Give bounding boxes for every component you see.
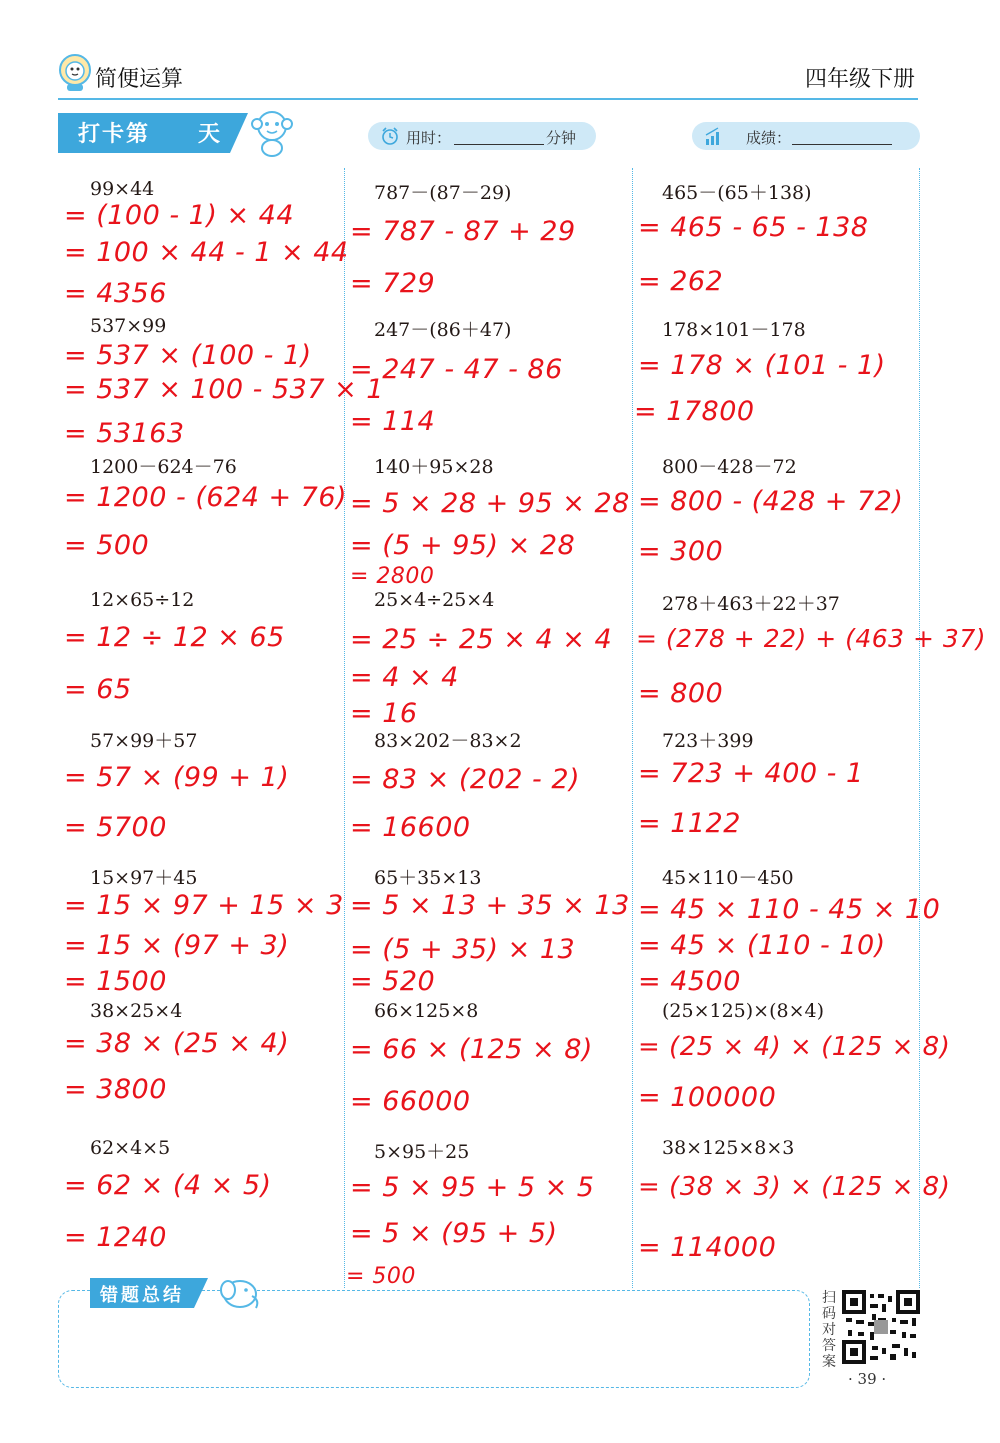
monkey-mascot-icon — [245, 106, 299, 158]
problem-text: (25×125)×(8×4) — [662, 1000, 825, 1022]
handwritten-answer: = 16 — [350, 698, 418, 729]
handwritten-step: = 723 + 400 - 1 — [638, 758, 864, 789]
handwritten-step: = 800 - (428 + 72) — [638, 486, 904, 517]
handwritten-answer: = 5700 — [64, 812, 167, 843]
handwritten-answer: = 1240 — [64, 1222, 167, 1253]
handwritten-step: = 537 × (100 - 1) — [64, 340, 312, 371]
handwritten-answer: = 4500 — [638, 966, 741, 997]
handwritten-answer: = 114000 — [638, 1232, 777, 1263]
handwritten-step: = 62 × (4 × 5) — [64, 1170, 272, 1201]
problem-text: 65＋35×13 — [374, 867, 482, 889]
problem-text: 62×4×5 — [90, 1137, 171, 1159]
column-divider — [344, 168, 345, 1288]
score-label: 成绩： — [746, 129, 792, 147]
page-title: 简便运算 — [95, 67, 184, 92]
handwritten-answer: = 53163 — [64, 418, 185, 449]
problem-text: 800－428－72 — [662, 456, 797, 478]
handwritten-answer: = 800 — [638, 678, 724, 709]
handwritten-answer: = 114 — [350, 406, 436, 437]
page-number: · 39 · — [848, 1370, 887, 1388]
handwritten-answer: = 1500 — [64, 966, 167, 997]
handwritten-answer: = 500 — [64, 530, 150, 561]
checkin-day-label: 天 — [198, 122, 221, 147]
handwritten-answer: = 262 — [638, 266, 724, 297]
handwritten-step: = (278 + 22) + (463 + 37) — [636, 624, 986, 653]
handwritten-step: = (25 × 4) × (125 × 8) — [638, 1032, 951, 1062]
score-blank — [792, 144, 892, 145]
handwritten-step: = 25 ÷ 25 × 4 × 4 — [350, 624, 613, 655]
checkin-label: 打卡第 — [78, 122, 151, 147]
handwritten-step: = 247 - 47 - 86 — [350, 354, 563, 385]
time-unit: 分钟 — [546, 129, 577, 147]
time-blank — [454, 144, 544, 145]
bar-chart-icon — [704, 126, 724, 146]
elephant-icon — [214, 1272, 262, 1312]
qr-caption: 扫码对答案 — [822, 1290, 836, 1370]
problem-text: 66×125×8 — [374, 1000, 479, 1022]
problem-text: 38×125×8×3 — [662, 1137, 795, 1159]
handwritten-step: = 4 × 4 — [350, 662, 459, 693]
handwritten-step: = 15 × (97 + 3) — [64, 930, 290, 961]
handwritten-step: = 5 × 95 + 5 × 5 — [350, 1172, 595, 1203]
handwritten-answer: = 16600 — [350, 812, 471, 843]
handwritten-answer: = 500 — [346, 1264, 416, 1289]
problem-text: 723＋399 — [662, 730, 754, 752]
handwritten-answer: = 729 — [350, 268, 436, 299]
handwritten-step: = 537 × 100 - 537 × 1 — [64, 374, 384, 405]
handwritten-step: = 45 × (110 - 10) — [638, 930, 886, 961]
handwritten-answer: = 300 — [638, 536, 724, 567]
handwritten-step: = 57 × (99 + 1) — [64, 762, 290, 793]
handwritten-step: = 45 × 110 - 45 × 10 — [638, 894, 941, 925]
problem-text: 5×95＋25 — [374, 1141, 470, 1163]
handwritten-step: = 465 - 65 - 138 — [638, 212, 869, 243]
qr-code-icon[interactable] — [842, 1290, 920, 1364]
problem-text: 83×202－83×2 — [374, 730, 522, 752]
handwritten-answer: = 2800 — [350, 564, 435, 589]
problem-text: 278＋463＋22＋37 — [662, 593, 840, 615]
handwritten-answer: = 66000 — [350, 1086, 471, 1117]
problem-text: 25×4÷25×4 — [374, 589, 495, 611]
handwritten-step: = 178 × (101 - 1) — [638, 350, 886, 381]
problem-text: 38×25×4 — [90, 1000, 183, 1022]
problem-text: 537×99 — [90, 315, 167, 337]
column-divider — [632, 168, 633, 1288]
problem-text: 140＋95×28 — [374, 456, 494, 478]
grade-label: 四年级下册 — [804, 67, 915, 92]
column-divider — [919, 168, 920, 1288]
handwritten-step: = (38 × 3) × (125 × 8) — [638, 1172, 951, 1202]
problem-text: 465－(65＋138) — [662, 182, 812, 204]
time-field[interactable] — [368, 122, 596, 150]
handwritten-step: = 5 × 28 + 95 × 28 — [350, 488, 630, 519]
header-divider — [58, 98, 918, 100]
handwritten-step: = 100 × 44 - 1 × 44 — [64, 237, 349, 268]
handwritten-step: = 12 ÷ 12 × 65 — [64, 622, 285, 653]
problem-text: 57×99＋57 — [90, 730, 198, 752]
handwritten-step: = 787 - 87 + 29 — [350, 216, 576, 247]
handwritten-answer: = 520 — [350, 966, 436, 997]
problem-text: 45×110－450 — [662, 867, 794, 889]
problem-text: 99×44 — [90, 178, 155, 200]
handwritten-answer: = 100000 — [638, 1082, 777, 1113]
handwritten-answer: = 3800 — [64, 1074, 167, 1105]
problem-text: 787－(87－29) — [374, 182, 512, 204]
handwritten-step: = (100 - 1) × 44 — [64, 200, 295, 231]
handwritten-step: = 5 × 13 + 35 × 13 — [350, 890, 630, 921]
problem-text: 15×97＋45 — [90, 867, 198, 889]
problem-text: 1200－624－76 — [90, 456, 237, 478]
time-label: 用时： — [406, 129, 452, 147]
error-summary-label: 错题总结 — [100, 1285, 184, 1306]
handwritten-step: = 5 × (95 + 5) — [350, 1218, 558, 1249]
handwritten-step: = 15 × 97 + 15 × 3 — [64, 890, 344, 921]
handwritten-step: = (5 + 35) × 13 — [350, 934, 576, 965]
handwritten-answer: = 1122 — [638, 808, 741, 839]
problem-text: 12×65÷12 — [90, 589, 195, 611]
handwritten-step: = 66 × (125 × 8) — [350, 1034, 593, 1065]
handwritten-answer: = 65 — [64, 674, 132, 705]
handwritten-step: = (5 + 95) × 28 — [350, 530, 576, 561]
problem-text: 247－(86＋47) — [374, 319, 512, 341]
score-field[interactable] — [692, 122, 920, 150]
alarm-clock-icon — [380, 126, 400, 146]
handwritten-step: = 83 × (202 - 2) — [350, 764, 581, 795]
handwritten-step: = 1200 - (624 + 76) — [64, 482, 348, 513]
handwritten-answer: = 17800 — [634, 396, 755, 427]
lion-logo-icon — [58, 54, 92, 92]
handwritten-answer: = 4356 — [64, 278, 167, 309]
handwritten-step: = 38 × (25 × 4) — [64, 1028, 290, 1059]
problem-text: 178×101－178 — [662, 319, 806, 341]
